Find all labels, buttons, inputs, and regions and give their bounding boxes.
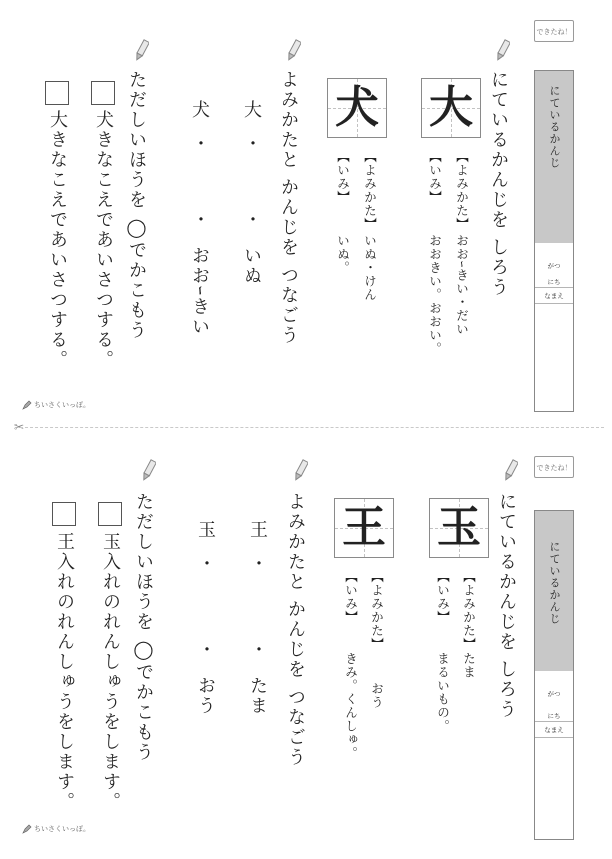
choice-sentence: 王入れのれんしゅうをします。: [54, 532, 75, 812]
divider: [535, 303, 573, 304]
scissors-icon: ✂: [14, 420, 25, 434]
match-dot: ・: [241, 210, 262, 230]
brand-text: ちいさくいっぽ。: [34, 825, 90, 833]
choice-sentence: 玉入れのれんしゅうをします。: [100, 532, 121, 812]
kanji-char: 王: [342, 502, 386, 553]
pencil-logo-icon: [22, 400, 32, 410]
instruction-choose: ただしいほうを ◯でかこもう: [133, 492, 154, 763]
match-reading: いぬ: [241, 246, 262, 286]
instruction-learn: にているかんじを しろう: [496, 492, 517, 720]
yomikata-text: たま: [461, 652, 477, 679]
brand-logo: [22, 400, 90, 410]
yomikata-label: 【よみかた】: [369, 570, 385, 651]
brand-logo: [22, 824, 90, 834]
imi-label: 【いみ】: [435, 570, 451, 624]
kanji-box: [429, 498, 489, 558]
pencil-icon: [142, 458, 156, 482]
imi-label: 【いみ】: [335, 150, 351, 204]
day-label: にち: [547, 712, 561, 720]
pencil-icon: [287, 38, 301, 62]
match-kanji: 玉: [195, 520, 216, 540]
match-kanji: 大: [241, 100, 262, 120]
worksheet-top: [0, 0, 612, 420]
yomikata-text: おう: [369, 682, 385, 709]
instruction-match: よみかたと かんじを つなごう: [285, 492, 306, 768]
yomikata-text: おおｰきい・だい: [454, 234, 470, 336]
answer-checkbox[interactable]: [98, 502, 122, 526]
choice-sentence: 犬きなこえであいさつする。: [93, 110, 114, 370]
yomikata-label: 【よみかた】: [461, 570, 477, 651]
imi-text: おおきい。おおい。: [427, 234, 443, 356]
info-panel: [534, 20, 574, 412]
imi-text: きみ。くんしゅ。: [343, 652, 359, 760]
panel-title: にているかんじ: [548, 541, 561, 625]
yomikata-text: いぬ・けん: [362, 234, 378, 302]
month-label: がつ: [547, 262, 561, 270]
imi-label: 【いみ】: [427, 150, 443, 204]
match-reading: たま: [247, 676, 268, 716]
match-reading: おおｰきい: [189, 246, 210, 337]
kanji-char: 犬: [335, 82, 379, 133]
answer-checkbox[interactable]: [52, 502, 76, 526]
imi-text: まるいもの。: [435, 652, 451, 733]
imi-label: 【いみ】: [343, 570, 359, 624]
pencil-icon: [294, 458, 308, 482]
kanji-box: [334, 498, 394, 558]
kanji-char: 大: [429, 82, 473, 133]
cut-line: [20, 427, 604, 428]
divider: [535, 721, 573, 722]
pencil-logo-icon: [22, 824, 32, 834]
instruction-learn: にているかんじを しろう: [488, 70, 509, 298]
instruction-match: よみかたと かんじを つなごう: [278, 70, 299, 346]
match-dot: ・: [195, 640, 216, 660]
match-kanji: 王: [247, 520, 268, 540]
kanji-char: 玉: [437, 502, 481, 553]
kanji-box: [327, 78, 387, 138]
divider: [535, 287, 573, 288]
answer-checkbox[interactable]: [45, 81, 69, 105]
match-dot: ・: [247, 554, 268, 574]
panel-box: [534, 70, 574, 412]
choice-sentence: 大きなこえであいさつする。: [47, 110, 68, 370]
match-dot: ・: [189, 210, 210, 230]
brand-text: ちいさくいっぽ。: [34, 401, 90, 409]
day-label: にち: [547, 278, 561, 286]
match-dot: ・: [195, 554, 216, 574]
month-label: がつ: [547, 690, 561, 698]
panel-box: [534, 510, 574, 840]
name-label: なまえ: [544, 292, 564, 300]
pencil-icon: [504, 458, 518, 482]
match-reading: おう: [195, 676, 216, 716]
instruction-choose: ただしいほうを ◯でかこもう: [126, 70, 147, 341]
kanji-box: [421, 78, 481, 138]
match-dot: ・: [247, 640, 268, 660]
info-panel: [534, 456, 574, 848]
name-label: なまえ: [544, 726, 564, 734]
match-dot: ・: [241, 134, 262, 154]
worksheet-bottom: [0, 436, 612, 856]
yomikata-label: 【よみかた】: [454, 150, 470, 231]
yomikata-label: 【よみかた】: [362, 150, 378, 231]
match-kanji: 犬: [189, 100, 210, 120]
divider: [535, 737, 573, 738]
panel-title: にているかんじ: [548, 85, 561, 169]
imi-text: いぬ。: [335, 234, 351, 275]
answer-checkbox[interactable]: [91, 81, 115, 105]
pencil-icon: [135, 38, 149, 62]
match-dot: ・: [189, 134, 210, 154]
pencil-icon: [496, 38, 510, 62]
done-badge: できたね！: [534, 456, 574, 478]
done-badge: できたね！: [534, 20, 574, 42]
